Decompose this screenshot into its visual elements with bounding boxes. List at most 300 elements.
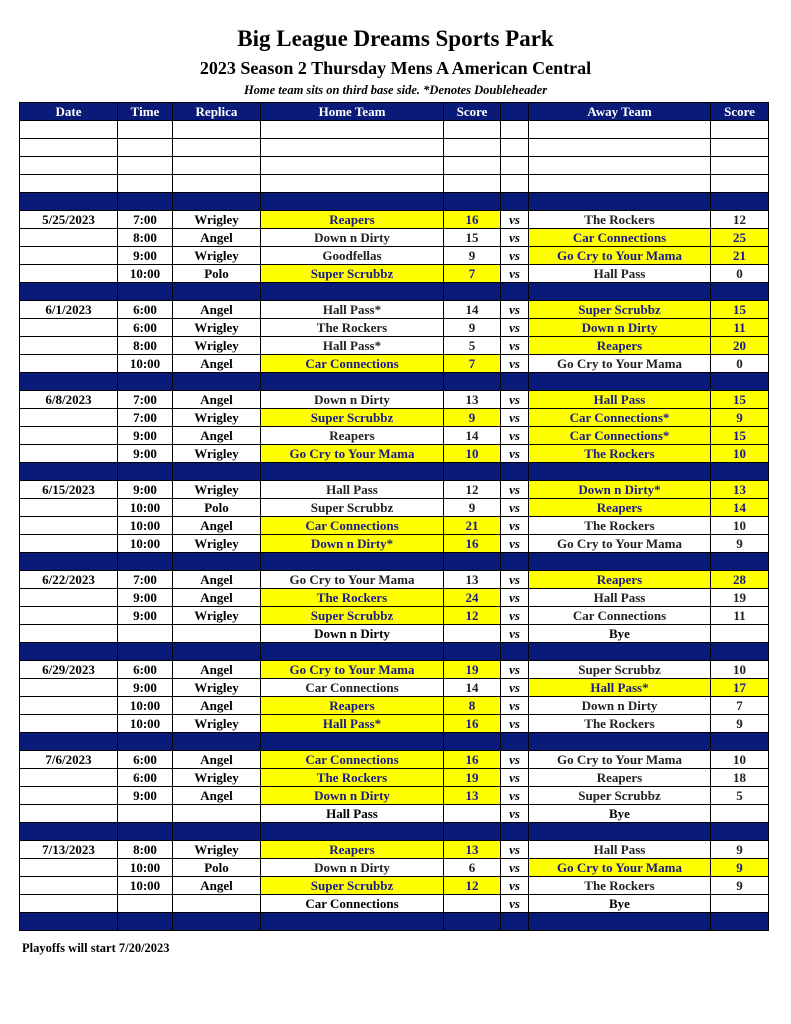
game-time: 7:00 bbox=[118, 391, 173, 409]
home-team: Hall Pass* bbox=[261, 715, 444, 733]
away-team: Super Scrubbz bbox=[529, 787, 711, 805]
home-team: Go Cry to Your Mama bbox=[261, 661, 444, 679]
vs-label: vs bbox=[501, 445, 529, 463]
game-row bbox=[20, 229, 769, 247]
game-row bbox=[20, 391, 769, 409]
vs-label: vs bbox=[501, 481, 529, 499]
schedule-table bbox=[19, 102, 769, 931]
band-cell bbox=[20, 643, 118, 661]
vs-label: vs bbox=[501, 499, 529, 517]
game-field: Wrigley bbox=[173, 535, 261, 553]
game-time: 10:00 bbox=[118, 517, 173, 535]
home-team: The Rockers bbox=[261, 589, 444, 607]
blank-cell bbox=[118, 175, 173, 193]
vs-label: vs bbox=[501, 715, 529, 733]
home-score: 16 bbox=[444, 211, 501, 229]
away-team: The Rockers bbox=[529, 877, 711, 895]
away-score: 9 bbox=[711, 535, 769, 553]
game-row bbox=[20, 481, 769, 499]
band-cell bbox=[529, 463, 711, 481]
home-score: 14 bbox=[444, 427, 501, 445]
away-score: 10 bbox=[711, 445, 769, 463]
game-date bbox=[20, 769, 118, 787]
vs-label: vs bbox=[501, 391, 529, 409]
blank-cell bbox=[711, 139, 769, 157]
game-time: 7:00 bbox=[118, 571, 173, 589]
blank-row bbox=[20, 139, 769, 157]
game-row bbox=[20, 535, 769, 553]
band-cell bbox=[529, 643, 711, 661]
away-team: Go Cry to Your Mama bbox=[529, 247, 711, 265]
game-row bbox=[20, 445, 769, 463]
vs-label: vs bbox=[501, 661, 529, 679]
game-time: 8:00 bbox=[118, 337, 173, 355]
separator-band bbox=[20, 733, 769, 751]
band-cell bbox=[711, 373, 769, 391]
game-date bbox=[20, 679, 118, 697]
blank-row bbox=[20, 157, 769, 175]
game-row bbox=[20, 895, 769, 913]
band-cell bbox=[711, 913, 769, 931]
blank-cell bbox=[261, 121, 444, 139]
away-team: Hall Pass bbox=[529, 589, 711, 607]
separator-band bbox=[20, 373, 769, 391]
game-date bbox=[20, 247, 118, 265]
game-date bbox=[20, 409, 118, 427]
home-team: Car Connections bbox=[261, 355, 444, 373]
away-score: 19 bbox=[711, 589, 769, 607]
home-team: Go Cry to Your Mama bbox=[261, 445, 444, 463]
band-cell bbox=[261, 193, 444, 211]
blank-cell bbox=[501, 121, 529, 139]
away-score: 12 bbox=[711, 211, 769, 229]
blank-cell bbox=[118, 157, 173, 175]
game-date: 5/25/2023 bbox=[20, 211, 118, 229]
game-date bbox=[20, 715, 118, 733]
away-team: Reapers bbox=[529, 769, 711, 787]
away-score: 10 bbox=[711, 661, 769, 679]
band-cell bbox=[711, 823, 769, 841]
home-team: Car Connections bbox=[261, 517, 444, 535]
band-cell bbox=[20, 733, 118, 751]
header-row bbox=[20, 103, 769, 121]
game-date bbox=[20, 517, 118, 535]
band-cell bbox=[261, 823, 444, 841]
home-score: 13 bbox=[444, 391, 501, 409]
game-row bbox=[20, 607, 769, 625]
away-team: Super Scrubbz bbox=[529, 661, 711, 679]
blank-cell bbox=[173, 139, 261, 157]
away-team: The Rockers bbox=[529, 715, 711, 733]
game-field: Wrigley bbox=[173, 319, 261, 337]
blank-cell bbox=[444, 121, 501, 139]
band-cell bbox=[118, 283, 173, 301]
game-date bbox=[20, 895, 118, 913]
band-cell bbox=[711, 193, 769, 211]
game-date bbox=[20, 499, 118, 517]
home-score: 10 bbox=[444, 445, 501, 463]
game-field: Angel bbox=[173, 589, 261, 607]
band-cell bbox=[261, 733, 444, 751]
home-team: Car Connections bbox=[261, 679, 444, 697]
home-score: 8 bbox=[444, 697, 501, 715]
blank-cell bbox=[20, 157, 118, 175]
band-cell bbox=[173, 823, 261, 841]
away-score: 14 bbox=[711, 499, 769, 517]
band-cell bbox=[501, 193, 529, 211]
band-cell bbox=[501, 373, 529, 391]
home-team: Super Scrubbz bbox=[261, 499, 444, 517]
game-time: 6:00 bbox=[118, 751, 173, 769]
band-cell bbox=[501, 463, 529, 481]
blank-cell bbox=[501, 175, 529, 193]
game-date bbox=[20, 265, 118, 283]
home-score: 13 bbox=[444, 841, 501, 859]
game-time: 6:00 bbox=[118, 319, 173, 337]
game-row bbox=[20, 877, 769, 895]
vs-label: vs bbox=[501, 589, 529, 607]
away-score bbox=[711, 805, 769, 823]
home-score bbox=[444, 625, 501, 643]
home-team: Super Scrubbz bbox=[261, 409, 444, 427]
away-team: Hall Pass* bbox=[529, 679, 711, 697]
game-row bbox=[20, 427, 769, 445]
home-team: Hall Pass* bbox=[261, 337, 444, 355]
vs-label: vs bbox=[501, 607, 529, 625]
blank-cell bbox=[444, 157, 501, 175]
game-row bbox=[20, 859, 769, 877]
blank-cell bbox=[20, 175, 118, 193]
blank-cell bbox=[173, 157, 261, 175]
game-field: Angel bbox=[173, 697, 261, 715]
band-cell bbox=[20, 823, 118, 841]
blank-cell bbox=[118, 121, 173, 139]
blank-cell bbox=[711, 121, 769, 139]
game-field: Wrigley bbox=[173, 679, 261, 697]
home-score: 7 bbox=[444, 265, 501, 283]
away-team: Down n Dirty bbox=[529, 697, 711, 715]
away-score: 9 bbox=[711, 715, 769, 733]
game-time: 9:00 bbox=[118, 427, 173, 445]
away-score: 15 bbox=[711, 391, 769, 409]
band-cell bbox=[529, 193, 711, 211]
band-cell bbox=[20, 463, 118, 481]
band-cell bbox=[711, 283, 769, 301]
game-row bbox=[20, 247, 769, 265]
band-cell bbox=[529, 283, 711, 301]
page-note: Home team sits on third base side. *Denotes Doubleheader bbox=[243, 83, 548, 97]
game-date bbox=[20, 805, 118, 823]
blank-cell bbox=[444, 139, 501, 157]
col-vs-header bbox=[501, 103, 529, 121]
home-team: Down n Dirty bbox=[261, 229, 444, 247]
game-row bbox=[20, 319, 769, 337]
band-cell bbox=[444, 913, 501, 931]
game-row bbox=[20, 661, 769, 679]
vs-label: vs bbox=[501, 409, 529, 427]
vs-label: vs bbox=[501, 751, 529, 769]
home-team: The Rockers bbox=[261, 319, 444, 337]
band-cell bbox=[20, 373, 118, 391]
home-score: 12 bbox=[444, 877, 501, 895]
game-date: 6/22/2023 bbox=[20, 571, 118, 589]
band-cell bbox=[173, 643, 261, 661]
vs-label: vs bbox=[501, 265, 529, 283]
away-team: Hall Pass bbox=[529, 391, 711, 409]
game-field: Wrigley bbox=[173, 337, 261, 355]
game-field: Wrigley bbox=[173, 769, 261, 787]
game-field: Wrigley bbox=[173, 481, 261, 499]
game-row bbox=[20, 805, 769, 823]
away-score: 7 bbox=[711, 697, 769, 715]
blank-cell bbox=[501, 139, 529, 157]
away-score: 9 bbox=[711, 841, 769, 859]
blank-cell bbox=[529, 175, 711, 193]
band-cell bbox=[711, 643, 769, 661]
game-field: Wrigley bbox=[173, 841, 261, 859]
game-field: Polo bbox=[173, 499, 261, 517]
band-cell bbox=[444, 463, 501, 481]
col-date-header: Date bbox=[20, 103, 118, 121]
home-team: Down n Dirty bbox=[261, 625, 444, 643]
away-score: 20 bbox=[711, 337, 769, 355]
away-team: Down n Dirty bbox=[529, 319, 711, 337]
home-team: Hall Pass bbox=[261, 805, 444, 823]
home-score: 9 bbox=[444, 319, 501, 337]
band-cell bbox=[118, 553, 173, 571]
game-field: Wrigley bbox=[173, 715, 261, 733]
blank-cell bbox=[20, 139, 118, 157]
game-date: 7/13/2023 bbox=[20, 841, 118, 859]
game-row bbox=[20, 751, 769, 769]
away-team: Bye bbox=[529, 805, 711, 823]
vs-label: vs bbox=[501, 697, 529, 715]
band-cell bbox=[501, 913, 529, 931]
separator-band bbox=[20, 823, 769, 841]
game-time: 10:00 bbox=[118, 499, 173, 517]
blank-cell bbox=[118, 139, 173, 157]
home-score: 14 bbox=[444, 679, 501, 697]
game-field bbox=[173, 805, 261, 823]
band-cell bbox=[501, 643, 529, 661]
blank-row bbox=[20, 121, 769, 139]
home-score: 19 bbox=[444, 769, 501, 787]
col-replica-header: Replica bbox=[173, 103, 261, 121]
blank-row bbox=[20, 175, 769, 193]
game-date: 6/29/2023 bbox=[20, 661, 118, 679]
band-cell bbox=[711, 733, 769, 751]
game-row bbox=[20, 679, 769, 697]
game-row bbox=[20, 499, 769, 517]
game-date bbox=[20, 787, 118, 805]
away-score: 10 bbox=[711, 517, 769, 535]
game-time: 10:00 bbox=[118, 265, 173, 283]
blank-cell bbox=[261, 157, 444, 175]
game-field: Wrigley bbox=[173, 247, 261, 265]
band-cell bbox=[261, 373, 444, 391]
home-team: Car Connections bbox=[261, 895, 444, 913]
home-score bbox=[444, 895, 501, 913]
game-row bbox=[20, 337, 769, 355]
home-score: 16 bbox=[444, 751, 501, 769]
game-time: 10:00 bbox=[118, 877, 173, 895]
separator-band bbox=[20, 283, 769, 301]
game-time bbox=[118, 895, 173, 913]
away-team: Go Cry to Your Mama bbox=[529, 535, 711, 553]
vs-label: vs bbox=[501, 859, 529, 877]
playoffs-note: Playoffs will start 7/20/2023 bbox=[22, 941, 170, 955]
game-date bbox=[20, 535, 118, 553]
away-team: Go Cry to Your Mama bbox=[529, 355, 711, 373]
band-cell bbox=[261, 643, 444, 661]
game-field: Angel bbox=[173, 391, 261, 409]
game-time: 8:00 bbox=[118, 841, 173, 859]
band-cell bbox=[444, 643, 501, 661]
blank-cell bbox=[444, 175, 501, 193]
separator-band bbox=[20, 193, 769, 211]
band-cell bbox=[20, 913, 118, 931]
band-cell bbox=[529, 733, 711, 751]
game-date bbox=[20, 697, 118, 715]
band-cell bbox=[261, 913, 444, 931]
home-score: 6 bbox=[444, 859, 501, 877]
game-time: 10:00 bbox=[118, 715, 173, 733]
game-date: 6/15/2023 bbox=[20, 481, 118, 499]
away-team: Go Cry to Your Mama bbox=[529, 859, 711, 877]
band-cell bbox=[261, 463, 444, 481]
game-date bbox=[20, 877, 118, 895]
game-field: Angel bbox=[173, 517, 261, 535]
game-field: Polo bbox=[173, 265, 261, 283]
home-score: 21 bbox=[444, 517, 501, 535]
away-team: The Rockers bbox=[529, 211, 711, 229]
vs-label: vs bbox=[501, 805, 529, 823]
game-time: 9:00 bbox=[118, 445, 173, 463]
game-row bbox=[20, 769, 769, 787]
band-cell bbox=[529, 823, 711, 841]
game-field bbox=[173, 895, 261, 913]
home-team: Down n Dirty bbox=[261, 391, 444, 409]
game-row bbox=[20, 841, 769, 859]
away-score: 15 bbox=[711, 301, 769, 319]
col-home-score-header: Score bbox=[444, 103, 501, 121]
separator-band bbox=[20, 643, 769, 661]
away-score bbox=[711, 895, 769, 913]
band-cell bbox=[118, 823, 173, 841]
game-date bbox=[20, 607, 118, 625]
game-time: 9:00 bbox=[118, 247, 173, 265]
away-team: Reapers bbox=[529, 571, 711, 589]
away-score: 18 bbox=[711, 769, 769, 787]
home-score: 13 bbox=[444, 787, 501, 805]
game-time: 6:00 bbox=[118, 301, 173, 319]
band-cell bbox=[529, 913, 711, 931]
home-team: Reapers bbox=[261, 697, 444, 715]
page-subtitle: 2023 Season 2 Thursday Mens A American Central bbox=[199, 58, 592, 78]
band-cell bbox=[444, 193, 501, 211]
vs-label: vs bbox=[501, 895, 529, 913]
game-time: 9:00 bbox=[118, 481, 173, 499]
game-time: 6:00 bbox=[118, 661, 173, 679]
home-team: Super Scrubbz bbox=[261, 607, 444, 625]
game-row bbox=[20, 265, 769, 283]
game-time: 7:00 bbox=[118, 409, 173, 427]
col-away-team-header: Away Team bbox=[529, 103, 711, 121]
home-score: 24 bbox=[444, 589, 501, 607]
home-team: Down n Dirty* bbox=[261, 535, 444, 553]
game-field: Wrigley bbox=[173, 409, 261, 427]
blank-cell bbox=[529, 157, 711, 175]
game-field bbox=[173, 625, 261, 643]
home-team: Hall Pass* bbox=[261, 301, 444, 319]
schedule-body bbox=[20, 121, 769, 931]
away-score: 28 bbox=[711, 571, 769, 589]
away-team: Hall Pass bbox=[529, 265, 711, 283]
game-field: Polo bbox=[173, 859, 261, 877]
game-row bbox=[20, 787, 769, 805]
game-field: Wrigley bbox=[173, 607, 261, 625]
home-score: 16 bbox=[444, 715, 501, 733]
away-score: 11 bbox=[711, 319, 769, 337]
game-field: Angel bbox=[173, 355, 261, 373]
game-row bbox=[20, 625, 769, 643]
band-cell bbox=[173, 373, 261, 391]
game-date bbox=[20, 625, 118, 643]
vs-label: vs bbox=[501, 301, 529, 319]
band-cell bbox=[444, 283, 501, 301]
band-cell bbox=[529, 553, 711, 571]
game-time: 7:00 bbox=[118, 211, 173, 229]
vs-label: vs bbox=[501, 787, 529, 805]
away-score: 0 bbox=[711, 265, 769, 283]
band-cell bbox=[444, 373, 501, 391]
vs-label: vs bbox=[501, 571, 529, 589]
band-cell bbox=[173, 913, 261, 931]
home-score: 19 bbox=[444, 661, 501, 679]
home-team: The Rockers bbox=[261, 769, 444, 787]
blank-cell bbox=[529, 121, 711, 139]
home-score: 16 bbox=[444, 535, 501, 553]
game-date: 6/1/2023 bbox=[20, 301, 118, 319]
away-team: The Rockers bbox=[529, 445, 711, 463]
home-team: Down n Dirty bbox=[261, 787, 444, 805]
game-date bbox=[20, 337, 118, 355]
game-field: Angel bbox=[173, 787, 261, 805]
game-row bbox=[20, 517, 769, 535]
game-time: 9:00 bbox=[118, 787, 173, 805]
vs-label: vs bbox=[501, 427, 529, 445]
away-team: Bye bbox=[529, 625, 711, 643]
game-field: Angel bbox=[173, 877, 261, 895]
home-team: Super Scrubbz bbox=[261, 265, 444, 283]
home-team: Down n Dirty bbox=[261, 859, 444, 877]
home-team: Car Connections bbox=[261, 751, 444, 769]
away-team: Car Connections* bbox=[529, 427, 711, 445]
blank-cell bbox=[529, 139, 711, 157]
band-cell bbox=[173, 463, 261, 481]
game-field: Wrigley bbox=[173, 211, 261, 229]
away-score: 9 bbox=[711, 409, 769, 427]
game-row bbox=[20, 211, 769, 229]
home-team: Reapers bbox=[261, 211, 444, 229]
game-field: Wrigley bbox=[173, 445, 261, 463]
away-score bbox=[711, 625, 769, 643]
home-score: 5 bbox=[444, 337, 501, 355]
away-score: 5 bbox=[711, 787, 769, 805]
band-cell bbox=[20, 283, 118, 301]
game-date bbox=[20, 355, 118, 373]
band-cell bbox=[20, 193, 118, 211]
